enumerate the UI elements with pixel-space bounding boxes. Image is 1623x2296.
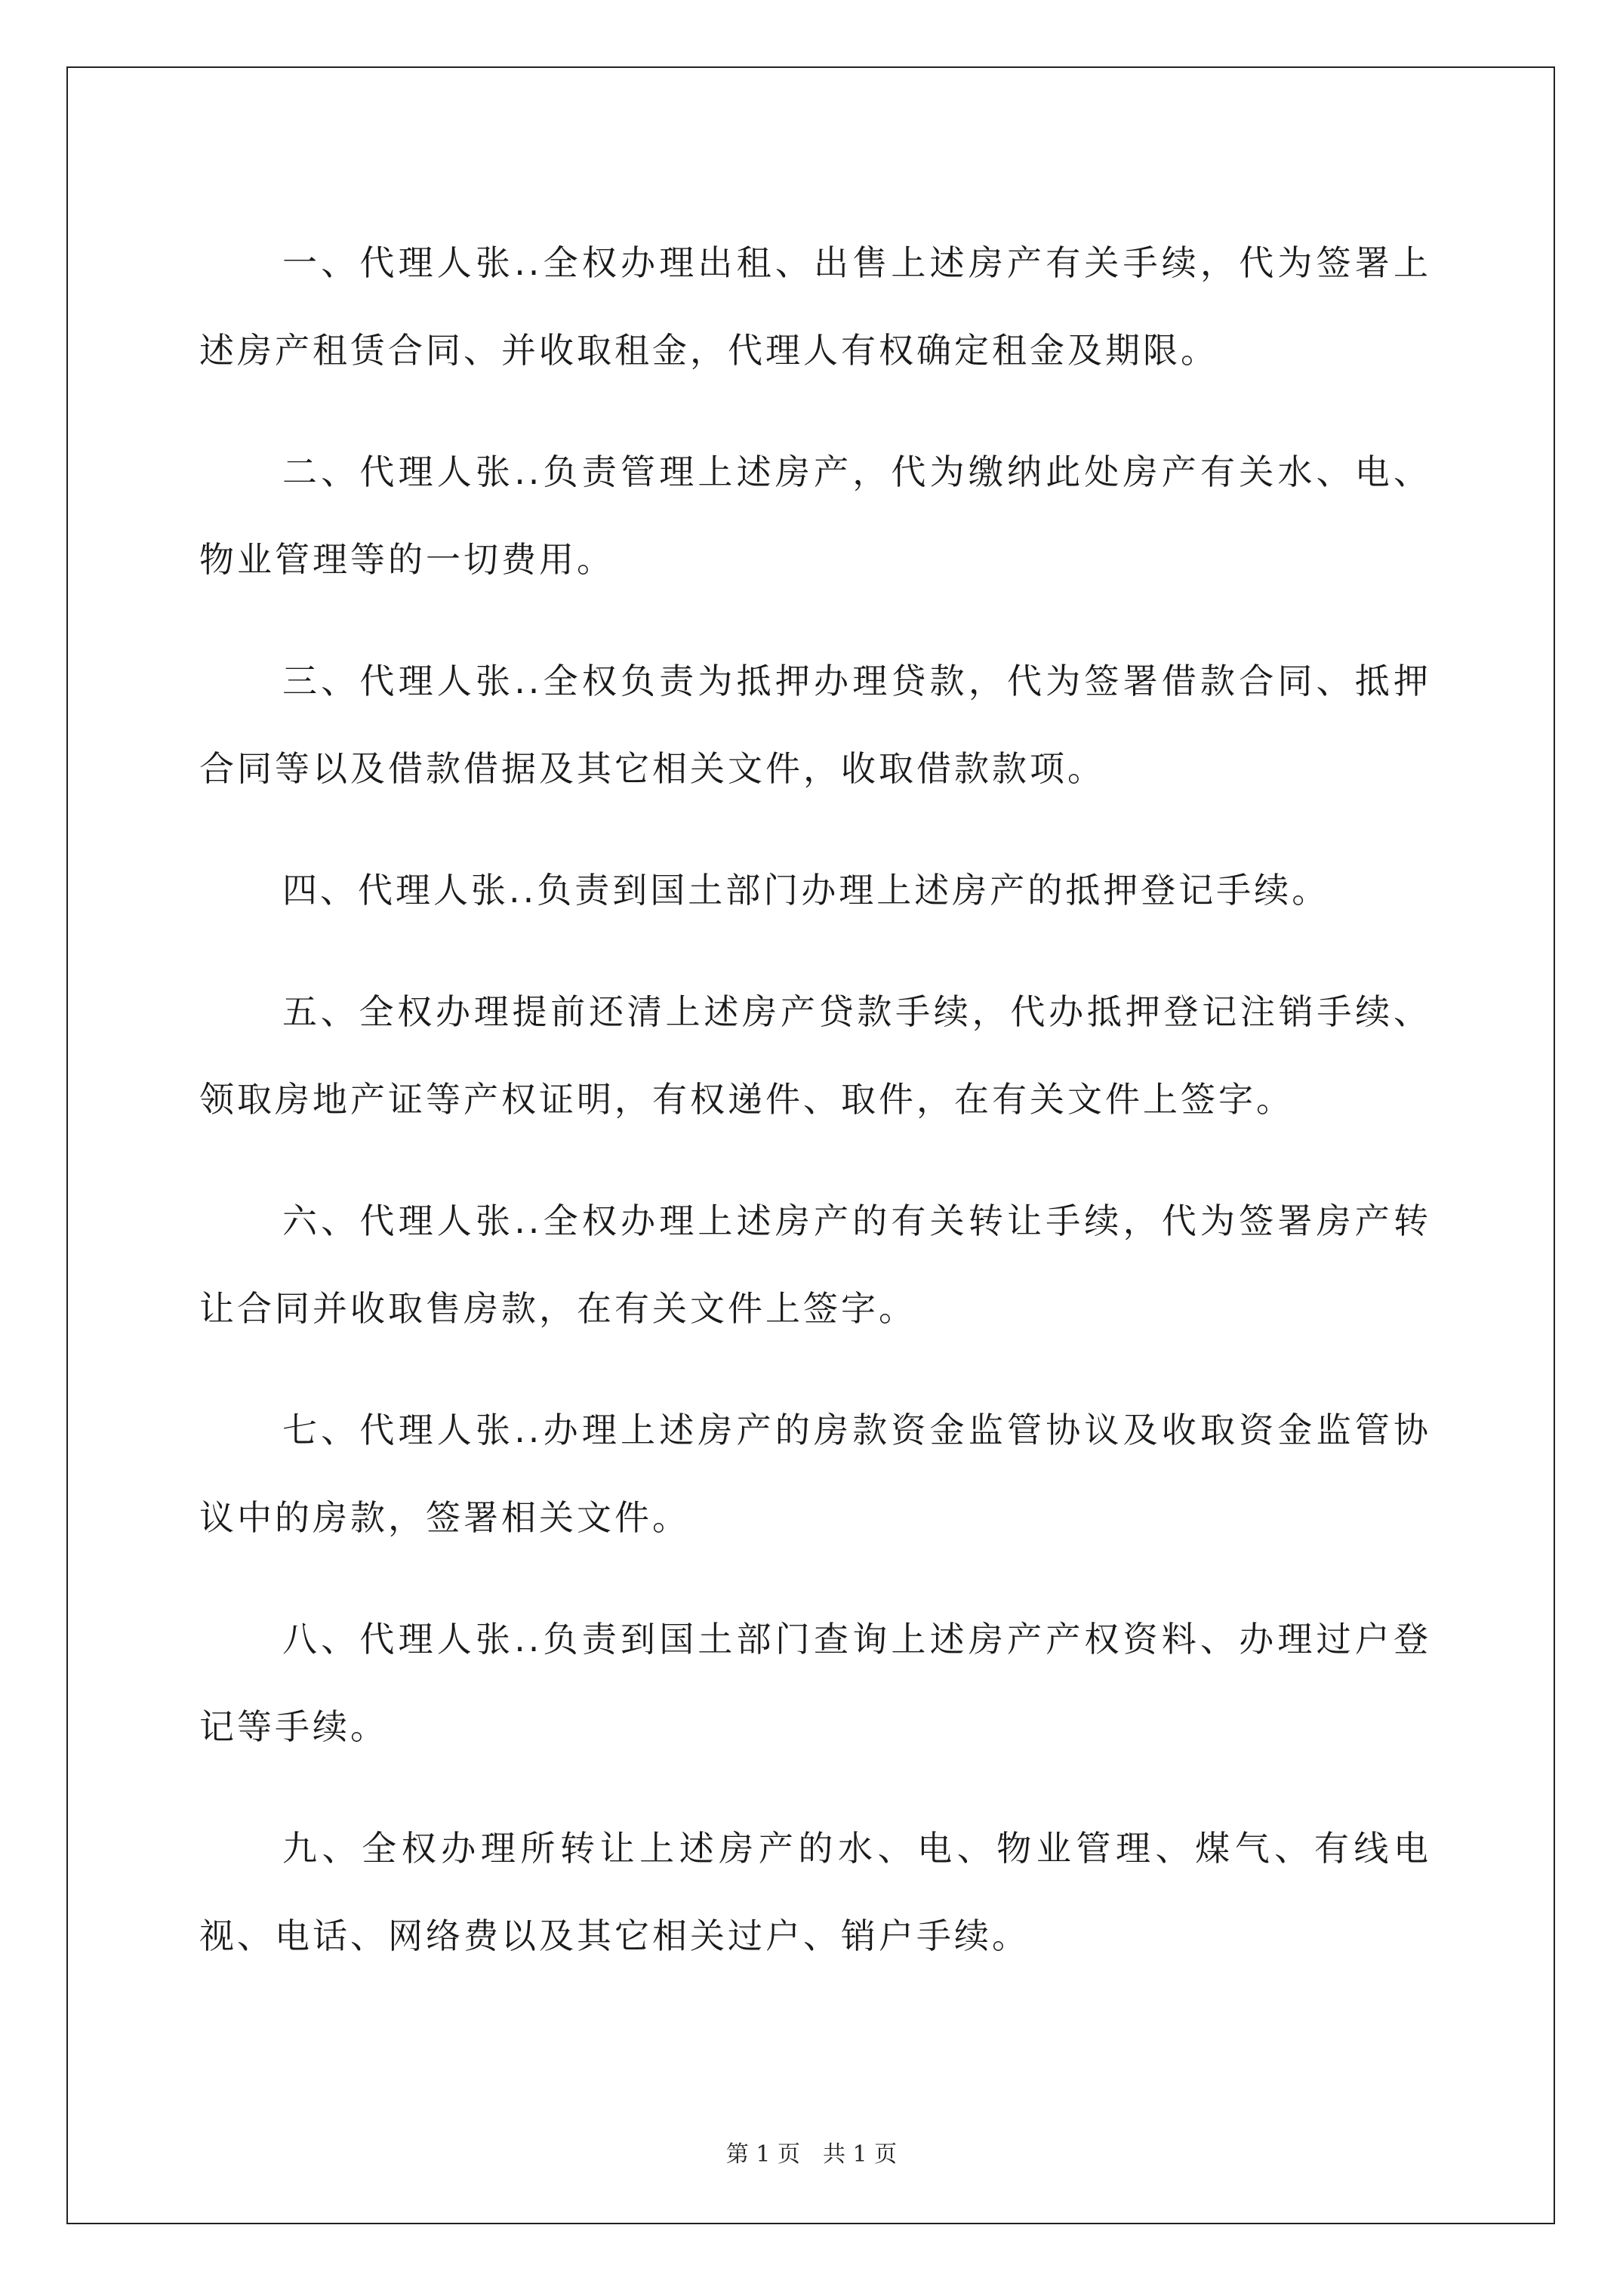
paragraph-5: 五、全权办理提前还清上述房产贷款手续，代办抵押登记注销手续、领取房地产证等产权证明，有权递件、取件，在有关文件上签字。 xyxy=(199,991,1431,1120)
page-number-footer: 第 1 页 共 1 页 xyxy=(725,2141,898,2168)
paragraph-4: 四、代理人张..负责到国土部门办理上述房产的抵押登记手续。 xyxy=(282,870,1330,911)
document-body xyxy=(199,219,1431,2014)
paragraph-7: 七、代理人张..办理上述房产的房款资金监管协议及收取资金监管协议中的房款，签署相关文件。 xyxy=(199,1410,1431,1538)
paragraph-9: 九、全权办理所转让上述房产的水、电、物业管理、煤气、有线电视、电话、网络费以及其它相关过户、销户手续。 xyxy=(199,1828,1431,1956)
paragraph-3: 三、代理人张..全权负责为抵押办理贷款，代为签署借款合同、抵押合同等以及借款借据及其它相关文件，收取借款款项。 xyxy=(199,661,1431,789)
paragraph-6: 六、代理人张..全权办理上述房产的有关转让手续，代为签署房产转让合同并收取售房款，在有关文件上签字。 xyxy=(199,1200,1431,1329)
paragraph-8: 八、代理人张..负责到国土部门查询上述房产产权资料、办理过户登记等手续。 xyxy=(199,1619,1431,1747)
paragraph-1: 一、代理人张..全权办理出租、出售上述房产有关手续，代为签署上述房产租赁合同、并收取租金，代理人有权确定租金及期限。 xyxy=(199,242,1431,371)
paragraph-2: 二、代理人张..负责管理上述房产，代为缴纳此处房产有关水、电、物业管理等的一切费用。 xyxy=(199,451,1431,580)
